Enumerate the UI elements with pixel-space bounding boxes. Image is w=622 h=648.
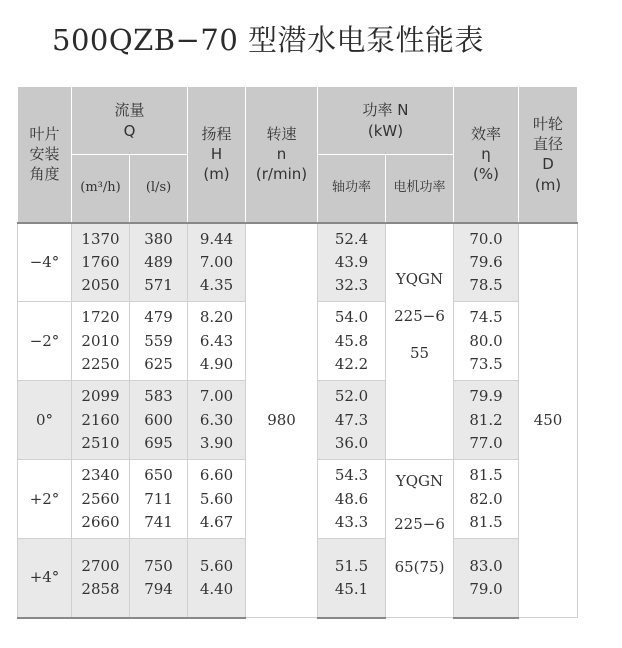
shaft-power-cell: 52.0 47.3 36.0 bbox=[318, 381, 386, 460]
motor-power-cell: YQGN 225−6 55 bbox=[386, 223, 454, 460]
flow-m3h-cell: 1370 1760 2050 bbox=[72, 223, 130, 302]
header-speed: 转速 n (r/min) bbox=[246, 87, 318, 223]
flow-m3h-cell: 1720 2010 2250 bbox=[72, 302, 130, 381]
head-cell: 6.60 5.60 4.67 bbox=[188, 460, 246, 539]
efficiency-cell: 81.5 82.0 81.5 bbox=[454, 460, 519, 539]
angle-cell: +2° bbox=[18, 460, 72, 539]
flow-ls-cell: 380 489 571 bbox=[130, 223, 188, 302]
shaft-power-cell: 52.4 43.9 32.3 bbox=[318, 223, 386, 302]
angle-cell: 0° bbox=[18, 381, 72, 460]
shaft-power-cell: 54.3 48.6 43.3 bbox=[318, 460, 386, 539]
head-cell: 9.44 7.00 4.35 bbox=[188, 223, 246, 302]
efficiency-cell: 79.9 81.2 77.0 bbox=[454, 381, 519, 460]
head-cell: 8.20 6.43 4.90 bbox=[188, 302, 246, 381]
flow-m3h-cell: 2700 2858 bbox=[72, 539, 130, 618]
efficiency-cell: 70.0 79.6 78.5 bbox=[454, 223, 519, 302]
diameter-cell: 450 bbox=[519, 223, 578, 618]
flow-ls-cell: 583 600 695 bbox=[130, 381, 188, 460]
header-shaft-power: 轴功率 bbox=[318, 155, 386, 223]
header-power: 功率 N (kW) bbox=[318, 87, 454, 155]
header-flow-ls: (l/s) bbox=[130, 155, 188, 223]
flow-m3h-cell: 2099 2160 2510 bbox=[72, 381, 130, 460]
table-title: 500QZB−70 型潜水电泵性能表 bbox=[52, 23, 485, 57]
efficiency-cell: 74.5 80.0 73.5 bbox=[454, 302, 519, 381]
header-diameter: 叶轮 直径 D (m) bbox=[519, 87, 578, 223]
head-cell: 5.60 4.40 bbox=[188, 539, 246, 618]
flow-ls-cell: 750 794 bbox=[130, 539, 188, 618]
flow-m3h-cell: 2340 2560 2660 bbox=[72, 460, 130, 539]
speed-cell: 980 bbox=[246, 223, 318, 618]
angle-cell: −4° bbox=[18, 223, 72, 302]
flow-ls-cell: 650 711 741 bbox=[130, 460, 188, 539]
efficiency-cell: 83.0 79.0 bbox=[454, 539, 519, 618]
angle-cell: +4° bbox=[18, 539, 72, 618]
header-angle: 叶片 安装 角度 bbox=[18, 87, 72, 223]
header-flow: 流量 Q bbox=[72, 87, 188, 155]
header-motor-power: 电机功率 bbox=[386, 155, 454, 223]
shaft-power-cell: 51.5 45.1 bbox=[318, 539, 386, 618]
shaft-power-cell: 54.0 45.8 42.2 bbox=[318, 302, 386, 381]
angle-cell: −2° bbox=[18, 302, 72, 381]
header-head: 扬程 H (m) bbox=[188, 87, 246, 223]
motor-power-cell: YQGN 225−6 65(75) bbox=[386, 460, 454, 618]
header-efficiency: 效率 η (%) bbox=[454, 87, 519, 223]
flow-ls-cell: 479 559 625 bbox=[130, 302, 188, 381]
performance-table bbox=[17, 86, 578, 619]
header-flow-m3h: (m³/h) bbox=[72, 155, 130, 223]
head-cell: 7.00 6.30 3.90 bbox=[188, 381, 246, 460]
